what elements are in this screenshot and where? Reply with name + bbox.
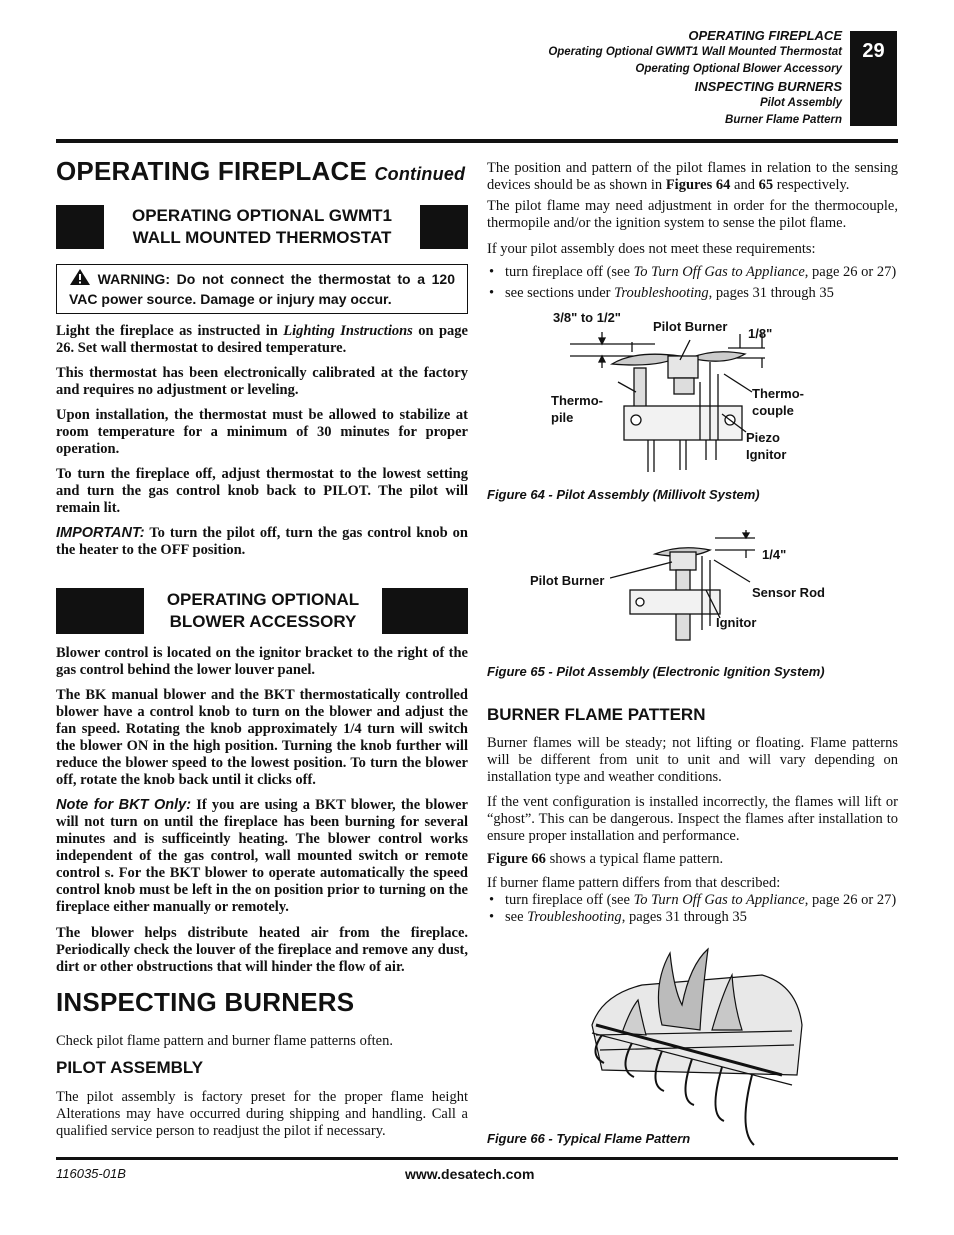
text: turn fireplace off (see — [505, 892, 634, 908]
section-title-text: OPERATING FIREPLACE — [56, 156, 368, 186]
heading-line: WALL MOUNTED THERMOSTAT — [132, 228, 392, 247]
warning-icon — [69, 268, 91, 286]
paragraph: To turn the fireplace off, adjust thermostat to the lowest setting and turn the gas control knob back to PILOT. The pilot will remain lit. — [56, 466, 468, 516]
figure-caption: Figure 65 - Pilot Assembly (Electronic Ignition System) — [487, 664, 825, 679]
paragraph: The blower helps distribute heated air from the fireplace. Periodically check the louver of the fireplace and remove any dust, dirt or other obstructions that will hinder the flow of air. — [56, 925, 468, 975]
heading-line: BLOWER ACCESSORY — [169, 612, 357, 631]
text: , pages 31 through 35 — [708, 285, 834, 301]
header-line: Operating Optional GWMT1 Wall Mounted Thermostat — [548, 46, 842, 58]
pilot-assembly-electronic-illustration — [610, 530, 760, 650]
inspecting-title: INSPECTING BURNERS — [56, 987, 355, 1017]
paragraph — [56, 323, 468, 357]
paragraph: Check pilot flame pattern and burner flame patterns often. — [56, 1033, 393, 1049]
text: turn fireplace off (see — [505, 264, 634, 280]
bullet-list — [487, 892, 898, 926]
text: see sections under — [505, 285, 615, 301]
label-line: Thermo- — [551, 393, 603, 408]
paragraph: The BK manual blower and the BKT thermostatically controlled blower have a control knob to turn on the blower and adjust the fan speed. Rotating the knob approximately 1/4 turn will switch the blower ON in the high position. Turning the knob further will reduce the blower speed to the lowest position. To turn the blower off, rotate the knob back until it clicks off. — [56, 687, 468, 788]
warning-text: Do not connect the thermostat to a 120 VAC power source. Damage or injury may occur. — [69, 271, 455, 307]
paragraph — [56, 525, 468, 559]
heading-line: OPERATING OPTIONAL GWMT1 — [131, 206, 393, 225]
label-quarter-inch: 1/4" — [762, 547, 787, 562]
running-header — [548, 27, 842, 129]
text: , pages 31 through 35 — [621, 909, 747, 925]
label-piezo-ignitor — [746, 429, 786, 463]
paragraph: If the vent configuration is installed incorrectly, the flames will lift or “ghost”. This can be dangerous. Inspect the flames after installation to ensure proper installation and performance. — [487, 794, 898, 844]
website-link[interactable]: www.desatech.com — [405, 1166, 535, 1182]
section-title — [56, 156, 465, 187]
text: The position and pattern of the pilot flames in relation to the sensing devices should be as shown in — [487, 160, 898, 193]
label-pilot-burner: Pilot Burner — [653, 319, 728, 334]
list-item — [487, 264, 898, 281]
text: shows a typical flame pattern. — [545, 851, 724, 867]
reference-link: Troubleshooting — [614, 285, 709, 301]
label-line: pile — [551, 410, 574, 425]
paragraph — [487, 160, 898, 194]
figure-ref: 65 — [758, 177, 774, 193]
label-thermocouple — [752, 385, 804, 419]
list-item — [487, 285, 898, 302]
page-number: 29 — [850, 31, 897, 126]
text: see — [505, 909, 528, 925]
label-line: Ignitor — [746, 447, 787, 462]
note-label: Note for BKT Only: — [56, 797, 192, 813]
paragraph: If your pilot assembly does not meet these requirements: — [487, 241, 816, 257]
list-item — [487, 909, 898, 926]
label-eighth-inch: 1/8" — [748, 326, 773, 341]
blower-heading-bar — [56, 588, 468, 634]
text: respectively. — [773, 177, 850, 193]
thermostat-heading — [104, 205, 420, 249]
label-ignitor: Ignitor — [716, 615, 757, 630]
heading-block — [56, 588, 144, 634]
text: , page 26 or 27) — [804, 264, 897, 280]
reference-link: Troubleshooting — [527, 909, 622, 925]
heading-block — [382, 588, 468, 634]
label-sensor-rod: Sensor Rod — [752, 585, 825, 600]
text: and — [730, 177, 759, 193]
text: on page 26. Set wall thermostat to desired temperature. — [56, 323, 468, 356]
text: Light the fireplace as instructed in — [56, 323, 284, 339]
thermostat-heading-bar — [56, 205, 468, 249]
header-line: Burner Flame Pattern — [725, 114, 842, 126]
heading-block — [56, 205, 104, 249]
paragraph: If burner flame pattern differs from that described: — [487, 875, 781, 891]
header-line: OPERATING FIREPLACE — [688, 28, 842, 43]
footer-rule — [56, 1157, 898, 1160]
reference-link: To Turn Off Gas to Appliance — [633, 264, 805, 280]
important-label: IMPORTANT: — [56, 525, 145, 541]
text: , page 26 or 27) — [804, 892, 897, 908]
paragraph — [487, 851, 898, 868]
paragraph: Burner flames will be steady; not lifting or floating. Flame patterns will be different from unit to unit and will vary depending on installation type and weather conditions. — [487, 735, 898, 785]
label-line: Piezo — [746, 430, 780, 445]
reference-link: To Turn Off Gas to Appliance — [633, 892, 805, 908]
bullet-list — [487, 264, 898, 302]
reference-link: Lighting Instructions — [283, 323, 413, 339]
text: To turn the pilot off, turn the gas control knob on the heater to the OFF position. — [56, 525, 468, 558]
text: If you are using a BKT blower, the blower will not turn on until the fireplace has been burning for several minutes and is suffiсeintly heating. The blower control works independent of the gas control, wall mounted switch or remote control s. For the BKT blower to operate automatically the speed control knob must be left in the on position prior to turning on the fireplace either manually or remotely. — [56, 797, 468, 915]
doc-number: 116035-01B — [56, 1166, 126, 1181]
heading-line: OPERATING OPTIONAL — [166, 590, 360, 609]
flame-pattern-illustration — [582, 945, 807, 1150]
header-rule — [56, 139, 898, 143]
label-line: Thermo- — [752, 386, 804, 401]
figure-ref: Figures 64 — [665, 177, 731, 193]
pilot-heading: PILOT ASSEMBLY — [56, 1058, 204, 1077]
paragraph: The pilot flame may need adjustment in order for the thermocouple, thermopile and/or the ignition system to sense the pilot flame. — [487, 198, 898, 231]
figure-caption: Figure 64 - Pilot Assembly (Millivolt System) — [487, 487, 760, 502]
section-title-suffix: Continued — [374, 164, 466, 184]
paragraph — [56, 797, 468, 916]
header-line: Pilot Assembly — [759, 97, 842, 109]
label-pilot-burner: Pilot Burner — [530, 573, 605, 588]
paragraph: This thermostat has been electronically calibrated at the factory and requires no adjustment or leveling. — [56, 365, 468, 398]
label-thermopile — [551, 392, 603, 426]
heading-block — [420, 205, 468, 249]
paragraph: Upon installation, the thermostat must be allowed to stabilize at room temperature for a minimum of 30 minutes for proper operation. — [56, 407, 468, 457]
list-item — [487, 892, 898, 909]
header-line: Operating Optional Blower Accessory — [635, 63, 842, 75]
paragraph: The pilot assembly is factory preset for the proper flame height Alterations may have occurred during shipping and handling. Call a qualified service person to readjust the pilot if necessary. — [56, 1089, 468, 1139]
blower-heading — [144, 588, 382, 634]
figure-ref: Figure 66 — [487, 851, 546, 867]
header-line: INSPECTING BURNERS — [694, 79, 842, 94]
flame-heading: BURNER FLAME PATTERN — [487, 705, 706, 724]
figure-caption: Figure 66 - Typical Flame Pattern — [487, 1131, 691, 1146]
warning-box — [56, 264, 468, 314]
label-gap: 3/8" to 1/2" — [553, 310, 621, 325]
label-line: couple — [752, 403, 794, 418]
paragraph: Blower control is located on the ignitor bracket to the right of the gas control behind the lower louver panel. — [56, 645, 468, 678]
warning-label: WARNING: — [97, 271, 170, 287]
